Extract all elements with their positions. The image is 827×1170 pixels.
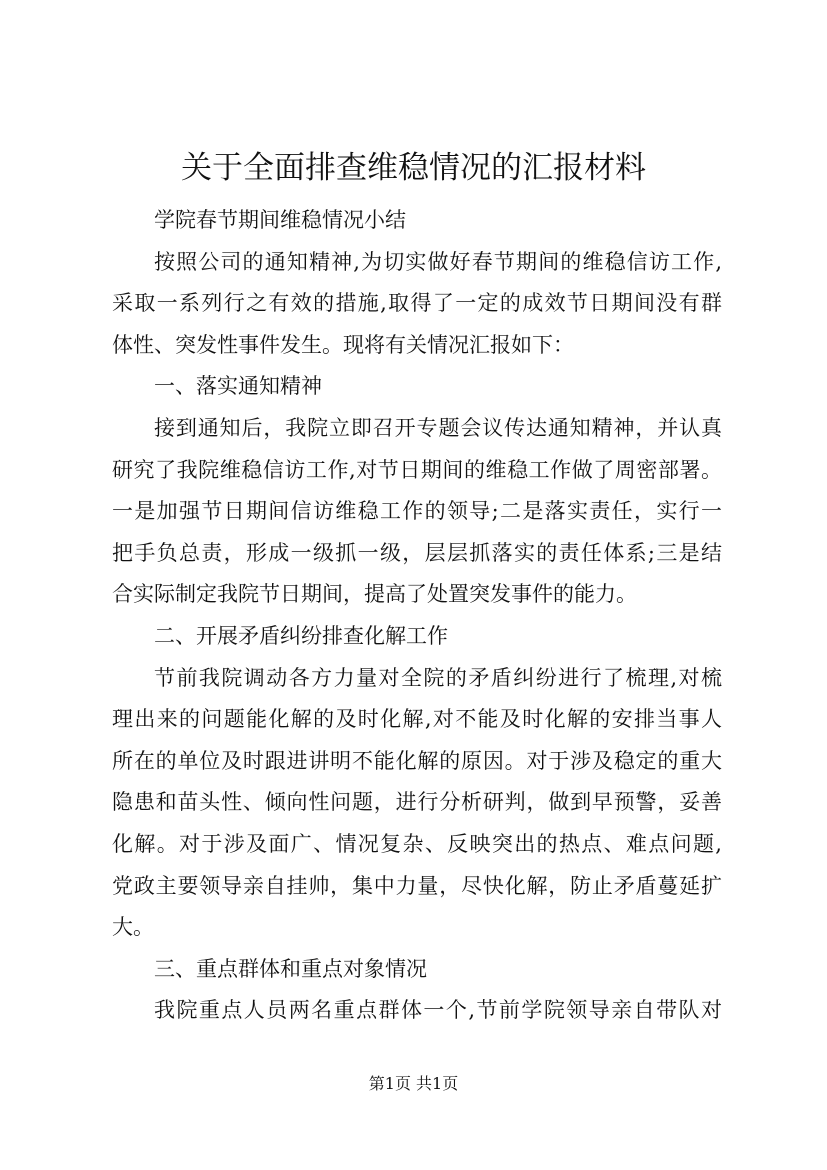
body-text-line: 党政主要领导亲自挂帅，集中力量，尽快化解，防止矛盾蔓延扩	[112, 873, 722, 898]
body-text-line: 大。	[112, 915, 154, 940]
body-text-line: 三、重点群体和重点对象情况	[154, 956, 427, 981]
body-text-line: 采取一系列行之有效的措施,取得了一定的成效节日期间没有群	[112, 291, 722, 316]
body-text-line: 体性、突发性事件发生。现将有关情况汇报如下：	[112, 332, 574, 357]
body-text-line: 节前我院调动各方力量对全院的矛盾纠纷进行了梳理,对梳	[154, 665, 722, 690]
body-text-line: 学院春节期间维稳情况小结	[154, 208, 406, 232]
body-text-line: 把手负总责，形成一级抓一级，层层抓落实的责任体系;三是结	[112, 540, 722, 565]
body-text-line: 研究了我院维稳信访工作,对节日期间的维稳工作做了周密部署。	[112, 457, 722, 482]
document-body	[112, 200, 722, 1032]
document-title: 关于全面排查维稳情况的汇报材料	[181, 150, 646, 186]
body-text-line: 理出来的问题能化解的及时化解,对不能及时化解的安排当事人	[112, 707, 722, 732]
body-text-line: 接到通知后，我院立即召开专题会议传达通知精神，并认真	[154, 415, 722, 440]
body-text-line: 按照公司的通知精神,为切实做好春节期间的维稳信访工作,	[154, 249, 722, 274]
body-text-line: 合实际制定我院节日期间，提高了处置突发事件的能力。	[112, 582, 637, 607]
body-text-line: 化解。对于涉及面广、情况复杂、反映突出的热点、难点问题,	[112, 831, 722, 856]
body-text-line: 所在的单位及时跟进讲明不能化解的原因。对于涉及稳定的重大	[112, 748, 722, 773]
body-text-line: 二、开展矛盾纠纷排查化解工作	[154, 623, 448, 648]
body-text-line: 我院重点人员两名重点群体一个,节前学院领导亲自带队对	[154, 998, 722, 1023]
body-text-line: 一是加强节日期间信访维稳工作的领导;二是落实责任，实行一	[112, 499, 722, 524]
page-footer: 第1页 共1页	[368, 1074, 459, 1093]
body-text-line: 一、落实通知精神	[154, 374, 322, 399]
body-text-line: 隐患和苗头性、倾向性问题，进行分析研判，做到早预警，妥善	[112, 790, 722, 815]
